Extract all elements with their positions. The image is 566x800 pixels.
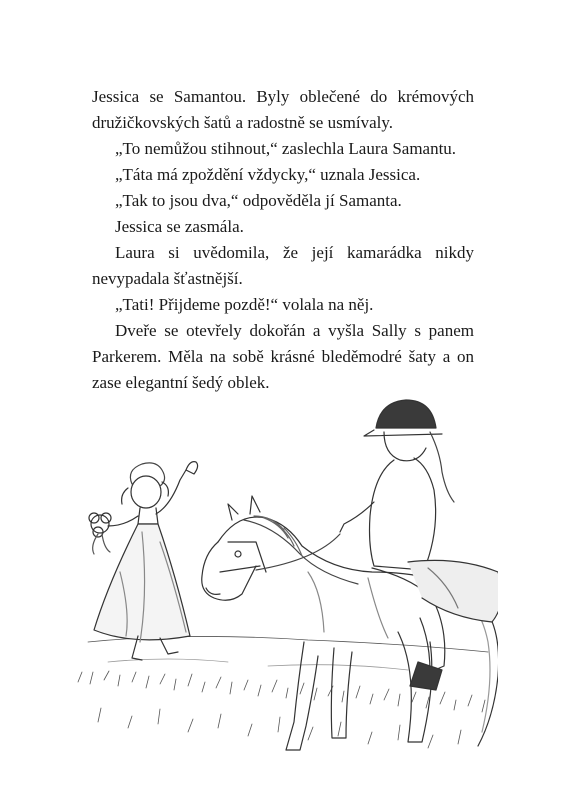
paragraph-5: Jessica se zasmála. — [115, 217, 244, 236]
paragraph-1: Jessica se Samantou. Byly oblečené do krémových družičkovských šatů a radostně se usmívaly. — [92, 87, 474, 132]
paragraph-6: Laura si uvědomila, že její kamarádka nikdy nevypadala šťastnější. — [92, 243, 474, 288]
body-text — [92, 84, 474, 396]
paragraph-2: „To nemůžou stihnout,“ zaslechla Laura Samantu. — [115, 139, 457, 158]
paragraph-4: „Tak to jsou dva,“ odpověděla jí Samanta. — [115, 191, 402, 210]
pony-figure — [202, 496, 498, 750]
horse-and-girl-illustration — [68, 392, 498, 762]
girl-figure — [89, 462, 198, 660]
paragraph-3: „Táta má zpoždění vždycky,“ uznala Jessica. — [115, 165, 421, 184]
grass-ground — [78, 636, 488, 748]
paragraph-8: Dveře se otevřely dokořán a vyšla Sally s panem Parkerem. Měla na sobě krásné bleděmodré šaty a on zase elegantní šedý oblek. — [92, 321, 474, 392]
paragraph-7: „Tati! Přijdeme pozdě!“ volala na něj. — [115, 295, 374, 314]
